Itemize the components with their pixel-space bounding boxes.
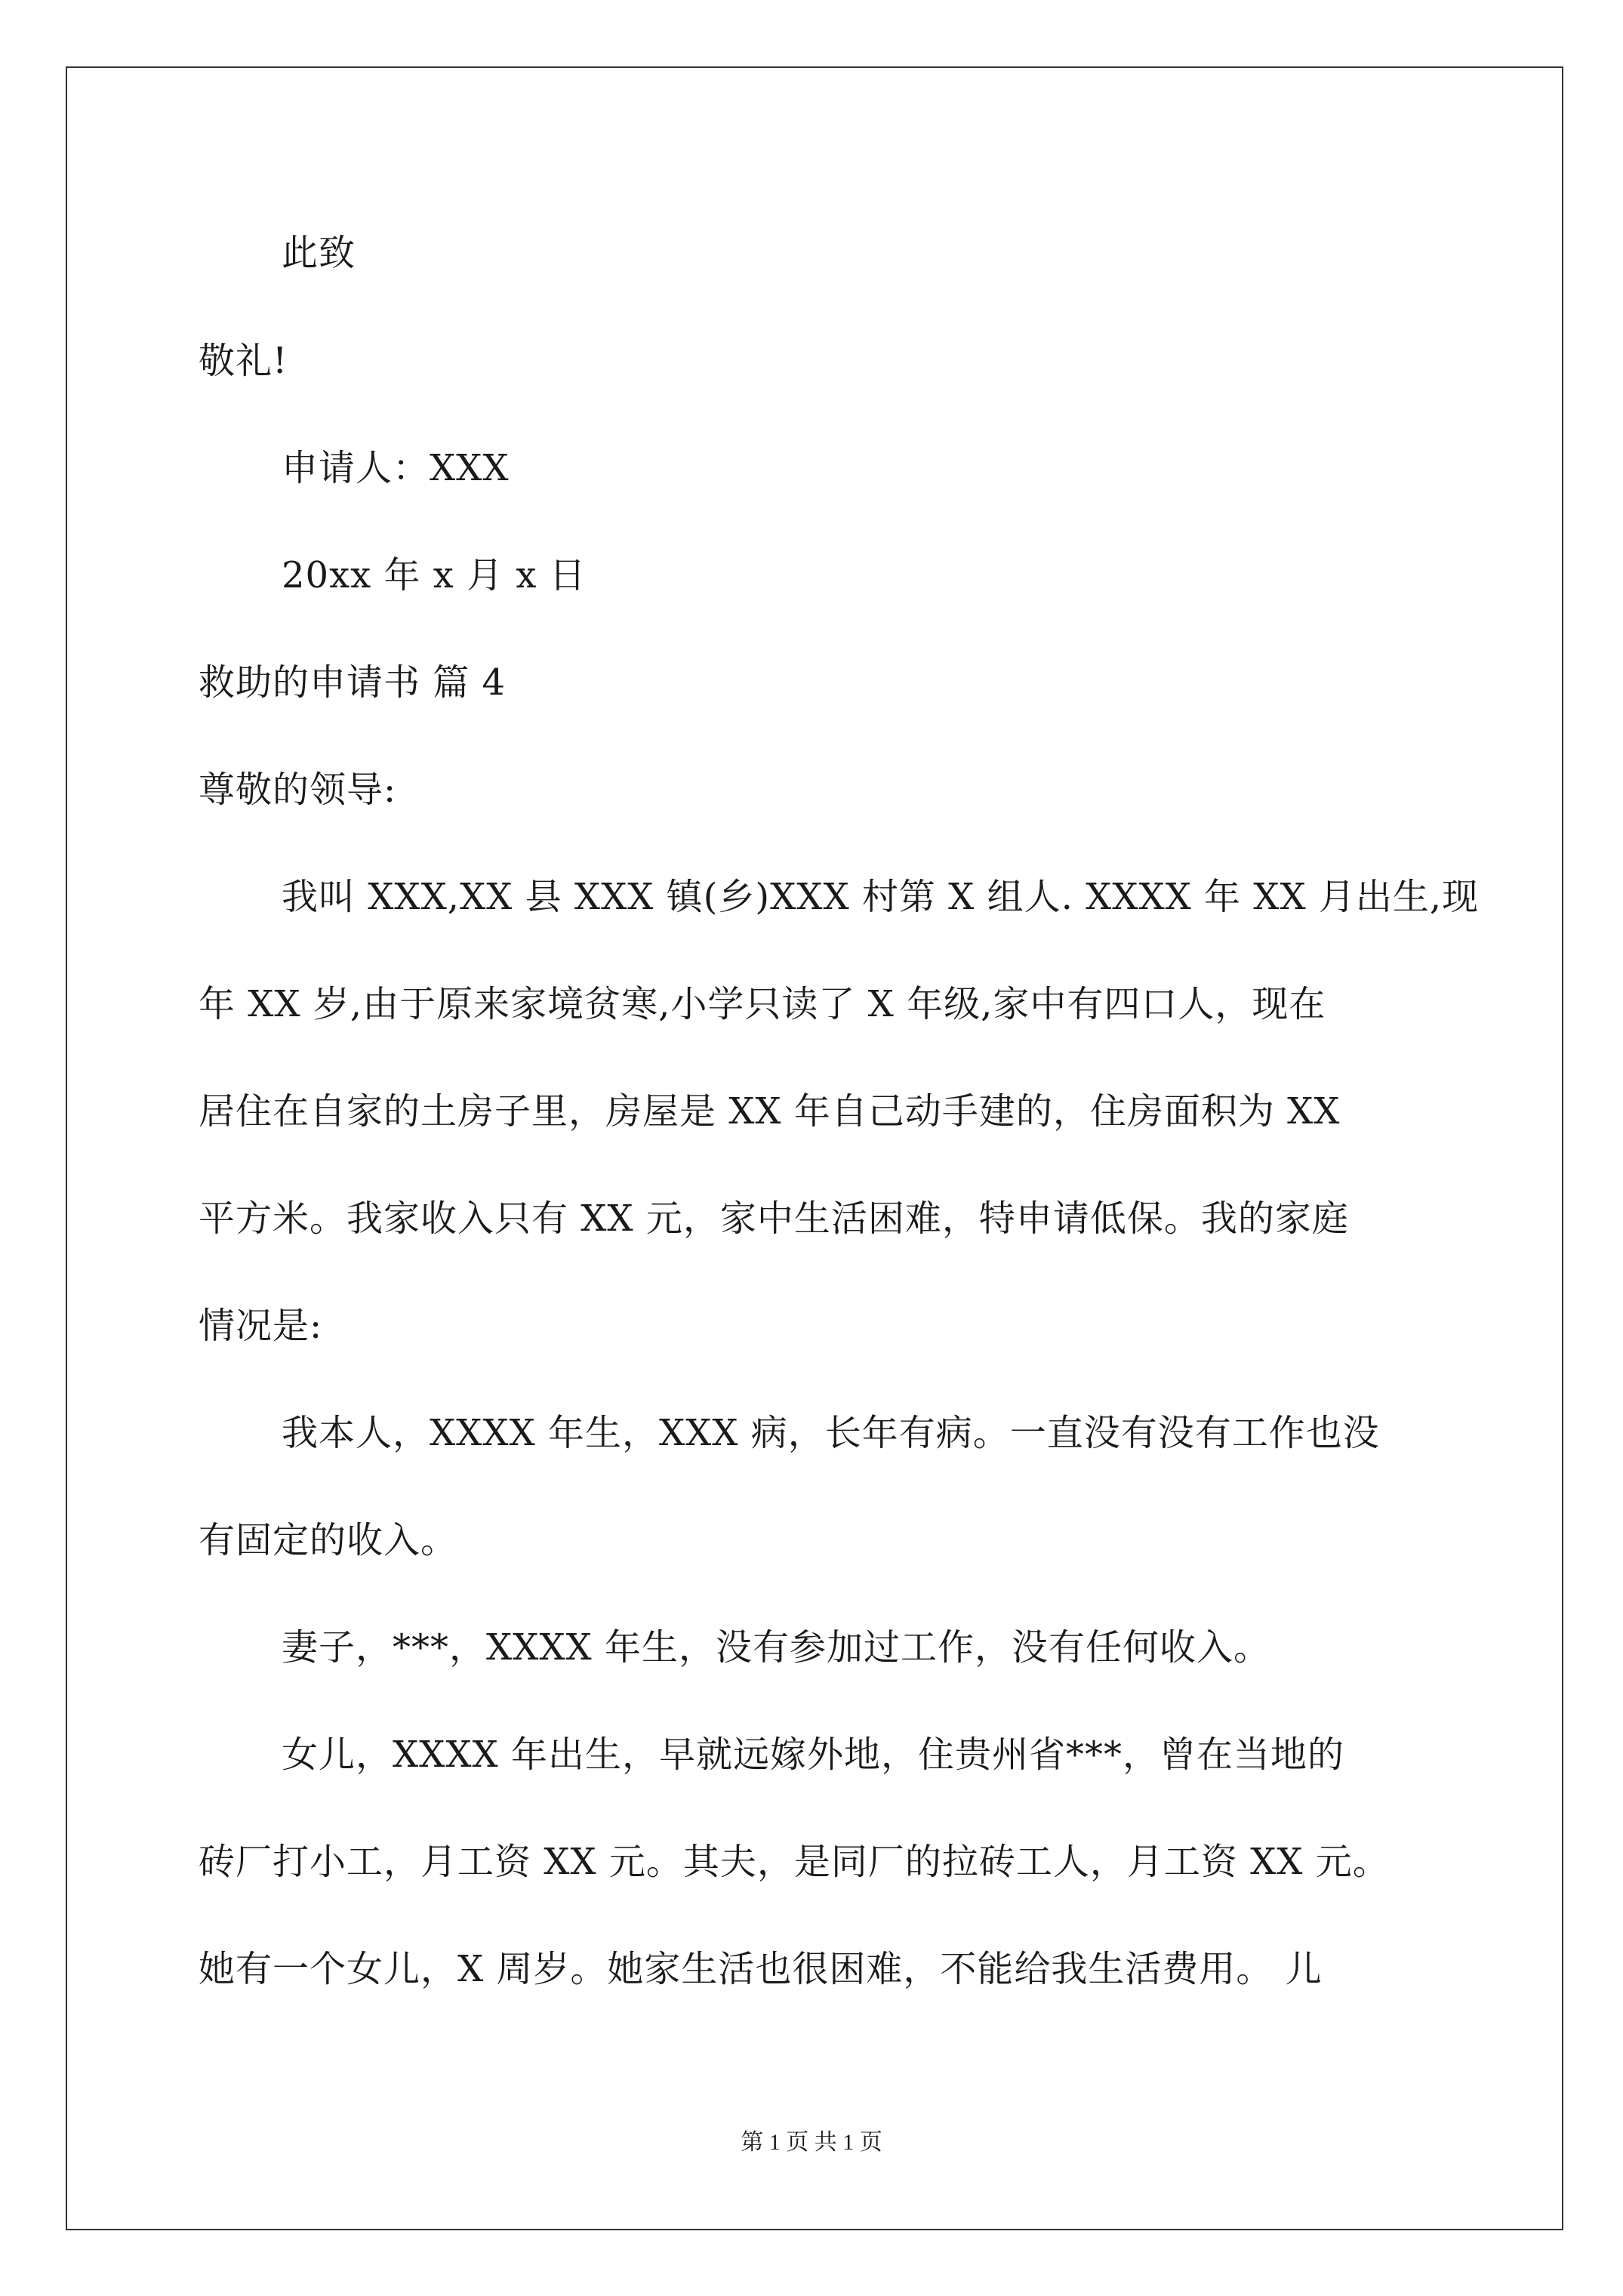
body-line: 我叫 XXX,XX 县 XXX 镇(乡)XXX 村第 X 组人. XXXX 年 XX 月出生,现 (282, 876, 1480, 918)
date-line: 20xx 年 x 月 x 日 (282, 554, 587, 596)
page-footer: 第 1 页 共 1 页 (741, 2130, 882, 2155)
body-line: 情况是: (199, 1305, 323, 1347)
applicant-line: 申请人：XXX (282, 447, 510, 489)
salutation-line: 敬礼! (199, 340, 288, 382)
body-line: 妻子，***，XXXX 年生，没有参加过工作，没有任何收入。 (282, 1626, 1270, 1669)
body-line: 居住在自家的土房子里，房屋是 XX 年自己动手建的，住房面积为 XX (199, 1090, 1341, 1133)
greeting-line: 尊敬的领导: (199, 769, 397, 811)
body-line: 砖厂打小工，月工资 XX 元。其夫，是同厂的拉砖工人，月工资 XX 元。 (199, 1841, 1390, 1883)
section-heading: 救助的申请书 篇 4 (199, 661, 507, 704)
page-border (66, 66, 1563, 2230)
body-line: 有固定的收入。 (199, 1519, 458, 1561)
body-line: 平方米。我家收入只有 XX 元，家中生活困难，特申请低保。我的家庭 (199, 1197, 1349, 1240)
body-line: 她有一个女儿，X 周岁。她家生活也很困难，不能给我生活费用。 儿 (199, 1948, 1323, 1990)
body-line: 年 XX 岁,由于原来家境贫寒,小学只读了 X 年级,家中有四口人，现在 (199, 983, 1326, 1025)
body-line: 女儿，XXXX 年出生，早就远嫁外地，住贵州省***，曾在当地的 (282, 1734, 1344, 1776)
closing-line: 此致 (282, 232, 356, 274)
body-line: 我本人，XXXX 年生，XXX 病，长年有病。一直没有没有工作也没 (282, 1412, 1380, 1454)
